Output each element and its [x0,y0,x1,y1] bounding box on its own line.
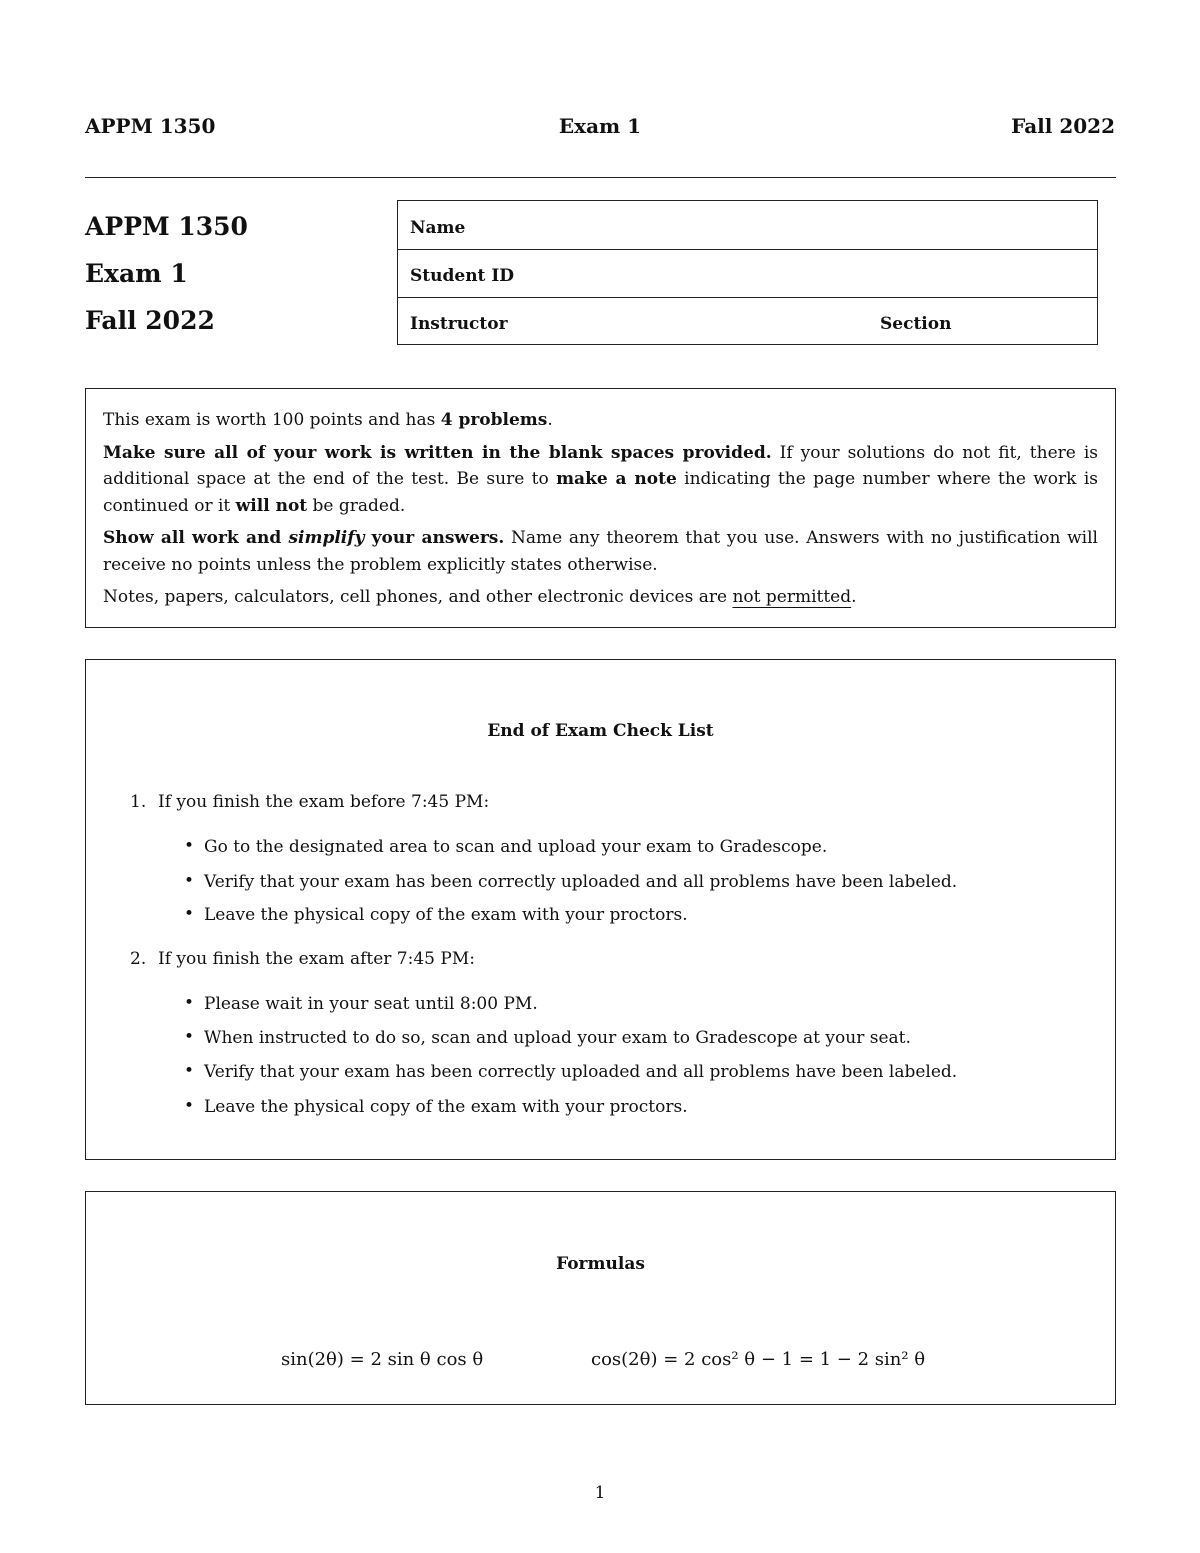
instructions-devices: Notes, papers, calculators, cell phones, and other electronic devices are not permitted. [103,587,857,607]
checklist-bullet: • Leave the physical copy of the exam with your proctors. [204,905,688,925]
header-exam: Exam 1 [558,114,642,138]
header-term: Fall 2022 [1011,114,1115,138]
title-course: APPM 1350 [85,212,248,241]
name-row[interactable] [398,201,1097,249]
instructions-show-work: Show all work and simplify your answers. Name any theorem that you use. Answers with no justification will receive no points unless the problem explicitly states otherwise. [103,528,1098,575]
checklist-item-1-number: 1. [130,792,147,812]
checklist-bullet: • Please wait in your seat until 8:00 PM. [204,994,538,1014]
header-rule [85,177,1116,178]
checklist-bullet: • When instructed to do so, scan and upload your exam to Gradescope at your seat. [204,1028,911,1048]
header-course: APPM 1350 [85,114,216,138]
title-term: Fall 2022 [85,306,215,335]
checklist-title: End of Exam Check List [487,721,714,741]
formula-cos-double-angle: cos(2θ) = 2 cos² θ − 1 = 1 − 2 sin² θ [591,1349,926,1370]
checklist-box [85,659,1116,1160]
title-exam: Exam 1 [85,259,188,288]
name-label: Name [410,218,466,238]
formulas-title: Formulas [556,1254,645,1274]
checklist-bullet: • Leave the physical copy of the exam with your proctors. [204,1097,688,1117]
instructions-points: This exam is worth 100 points and has 4 problems. [103,410,553,430]
instructor-row[interactable] [398,297,1097,346]
checklist-bullet: • Verify that your exam has been correctly uploaded and all problems have been labeled. [204,872,957,892]
instructions-work-space: Make sure all of your work is written in the blank spaces provided. If your solutions do not fit, there is additional space at the end of the test. Be sure to make a note indicating the page number where the work is continued or it will not be graded. [103,442,1098,516]
checklist-item-1-text: If you finish the exam before 7:45 PM: [158,792,490,812]
student-id-row[interactable] [398,249,1097,298]
formula-sin-double-angle: sin(2θ) = 2 sin θ cos θ [281,1349,484,1370]
student-info-table [397,200,1098,345]
instructions-box [85,388,1116,628]
checklist-item-2-text: If you finish the exam after 7:45 PM: [158,949,475,969]
student-id-label: Student ID [410,266,515,286]
page-number: 1 [594,1483,606,1503]
checklist-bullet: • Verify that your exam has been correctly uploaded and all problems have been labeled. [204,1062,957,1082]
formulas-box [85,1191,1116,1405]
checklist-item-2-number: 2. [130,949,147,969]
section-label: Section [880,314,952,334]
instructor-label: Instructor [410,314,508,334]
checklist-bullet: • Go to the designated area to scan and upload your exam to Gradescope. [204,837,827,857]
